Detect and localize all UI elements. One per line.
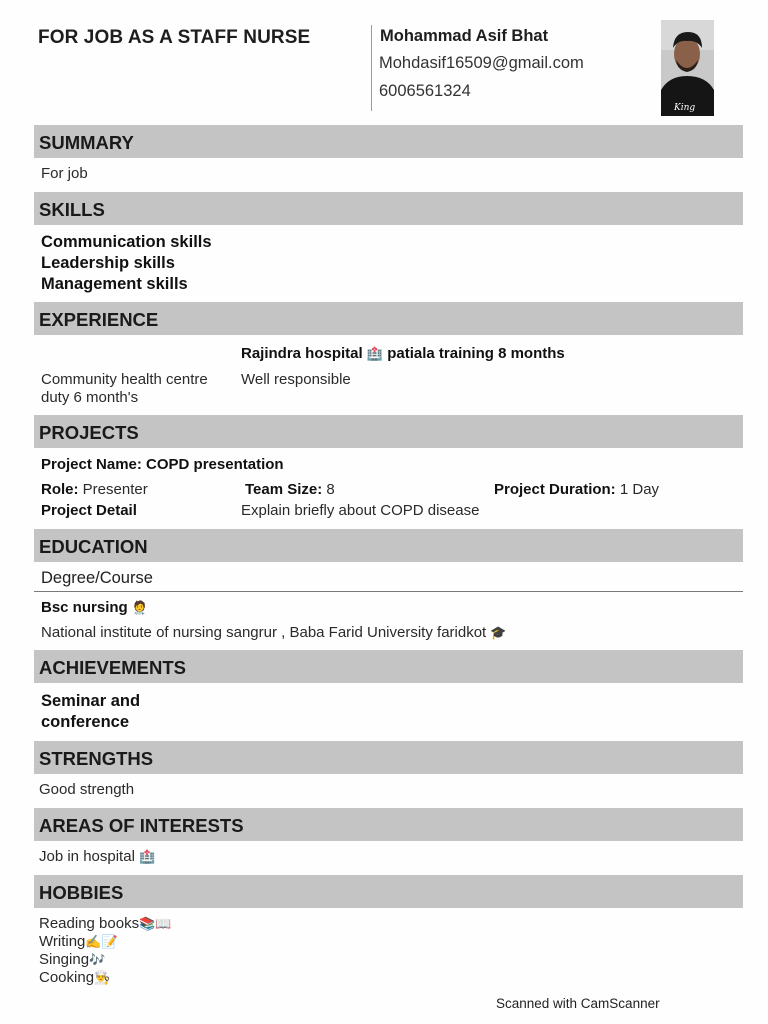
project-team-label: Team Size: <box>245 481 323 498</box>
hobby-label: Writing <box>39 933 86 950</box>
section-title: STRENGTHS <box>39 748 154 769</box>
education-divider <box>34 591 743 592</box>
section-hobbies-header <box>34 875 743 908</box>
strengths-text: Good strength <box>39 781 135 798</box>
section-title: SKILLS <box>39 199 105 220</box>
hobby-label: Cooking <box>39 969 95 986</box>
cook-icon: 👨‍🍳 <box>94 970 111 985</box>
section-title: EDUCATION <box>39 536 148 557</box>
section-summary-header <box>34 125 743 158</box>
project-role <box>41 481 148 498</box>
books-icon: 📚📖 <box>139 916 172 931</box>
project-detail-value: Explain briefly about COPD disease <box>241 502 480 519</box>
skill-item: Management skills <box>41 275 188 293</box>
scanner-watermark: Scanned with CamScanner <box>496 996 660 1011</box>
summary-text: For job <box>41 165 88 182</box>
project-detail-label: Project Detail <box>41 502 137 519</box>
project-team-size <box>245 481 335 498</box>
project-team-value: 8 <box>326 481 335 498</box>
achievement-line1: Seminar and <box>41 692 141 710</box>
hobby-item <box>39 951 105 968</box>
section-title: PROJECTS <box>39 422 139 443</box>
experience-training: patiala training 8 months <box>387 345 565 362</box>
section-skills-header <box>34 192 743 225</box>
section-achievements-header <box>34 650 743 683</box>
skill-item: Leadership skills <box>41 254 175 272</box>
hobby-item <box>39 933 118 950</box>
section-title: HOBBIES <box>39 882 124 903</box>
hobby-label: Reading books <box>39 915 140 932</box>
section-title: EXPERIENCE <box>39 309 159 330</box>
section-title: SUMMARY <box>39 132 134 153</box>
section-interests-header <box>34 808 743 841</box>
project-name-label: Project Name: <box>41 456 142 473</box>
experience-left-line1: Community health centre <box>41 371 208 388</box>
project-duration-label: Project Duration: <box>494 481 616 498</box>
education-institute <box>41 624 507 641</box>
project-name-value: COPD presentation <box>146 456 284 473</box>
section-education-header <box>34 529 743 562</box>
hospital-icon: 🏥 <box>139 849 156 864</box>
project-role-value: Presenter <box>82 481 148 498</box>
profile-photo <box>661 20 714 116</box>
candidate-email: Mohdasif16509@gmail.com <box>379 54 584 72</box>
music-notes-icon: 🎶 <box>89 952 106 967</box>
project-name <box>41 456 284 473</box>
section-experience-header <box>34 302 743 335</box>
interest-label: Job in hospital <box>39 848 135 865</box>
header-divider <box>371 25 372 111</box>
education-column-header: Degree/Course <box>41 569 153 587</box>
hospital-icon: 🏥 <box>366 346 384 361</box>
hobby-label: Singing <box>39 951 90 968</box>
section-strengths-header <box>34 741 743 774</box>
education-degree <box>41 599 148 616</box>
experience-left-line2: duty 6 month's <box>41 389 139 406</box>
writing-icon: ✍️📝 <box>85 934 118 949</box>
skill-item: Communication skills <box>41 233 212 251</box>
resume-title: FOR JOB AS A STAFF NURSE <box>38 27 311 48</box>
graduation-cap-icon: 🎓 <box>490 625 507 640</box>
degree-name: Bsc nursing <box>41 599 128 616</box>
project-duration <box>494 481 659 498</box>
experience-description: Well responsible <box>241 371 351 388</box>
nurse-icon: 🧑‍⚕️ <box>131 600 149 615</box>
achievement-line2: conference <box>41 713 130 731</box>
hobby-item <box>39 915 171 932</box>
project-duration-value: 1 Day <box>619 481 660 498</box>
interests-text <box>39 848 155 865</box>
candidate-name: Mohammad Asif Bhat <box>380 27 549 45</box>
experience-heading <box>241 345 565 362</box>
hobby-item <box>39 969 110 986</box>
svg-text:King: King <box>674 103 696 113</box>
section-title: ACHIEVEMENTS <box>39 657 186 678</box>
candidate-phone: 6006561324 <box>379 82 471 100</box>
experience-hospital: Rajindra hospital <box>241 345 363 362</box>
section-title: AREAS OF INTERESTS <box>39 815 244 836</box>
institute-name: National institute of nursing sangrur , Baba Farid University faridkot <box>41 624 487 641</box>
project-role-label: Role: <box>41 481 79 498</box>
section-projects-header <box>34 415 743 448</box>
